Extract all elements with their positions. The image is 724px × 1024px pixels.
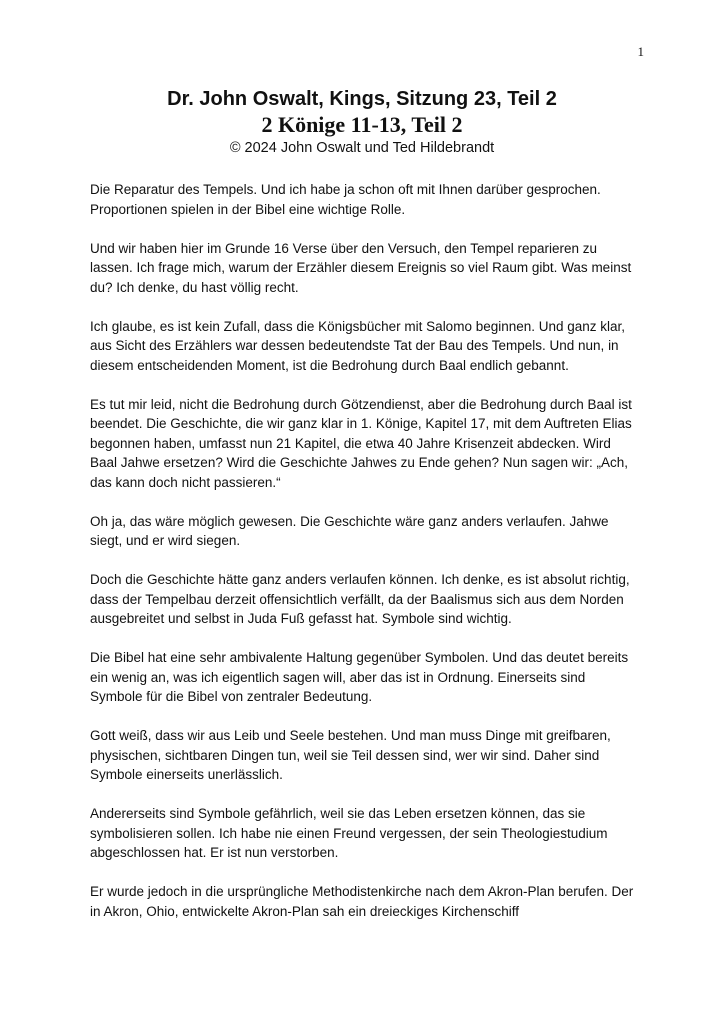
document-body [90, 180, 638, 941]
paragraph: Und wir haben hier im Grunde 16 Verse über den Versuch, den Tempel reparieren zu lassen. Ich frage mich, warum der Erzähler diesem Ereignis so viel Raum gibt. Was meinst du? Ich denke, du hast völlig recht. [90, 240, 632, 295]
document-header [0, 86, 724, 158]
paragraph: Andererseits sind Symbole gefährlich, weil sie das Leben ersetzen können, das sie symbolisieren sollen. Ich habe nie einen Freund vergessen, der sein Theologiestudium abgeschlossen hat. Er ist nun verstorben. [90, 806, 608, 860]
paragraph: Doch die Geschichte hätte ganz anders verlaufen können. Ich denke, es ist absolut richtig, dass der Tempelbau derzeit offensichtlich verfällt, da der Baalismus sich aus dem Norden ausgebreitet und selbst in Juda Fuß gefasst hat. Symbole sind wichtig. [90, 572, 630, 626]
paragraph: Gott weiß, dass wir aus Leib und Seele bestehen. Und man muss Dinge mit greifbaren, physischen, sichtbaren Dingen tun, weil sie Teil dessen sind, wer wir sind. Daher sind Symbole einerseits unerlässlich. [90, 728, 611, 782]
paragraph: Es tut mir leid, nicht die Bedrohung durch Götzendienst, aber die Bedrohung durch Baal ist beendet. Die Geschichte, die wir ganz klar in 1. Könige, Kapitel 17, mit dem Auftreten Elias begonnen haben, umfasst nun 21 Kapitel, die etwa 40 Jahre Krisenzeit abdecken. Wird Baal Jahwe ersetzen? Wird die Geschichte Jahwes zu Ende gehen? Nun sagen wir: „Ach, das kann doch nicht passieren.“ [90, 396, 632, 490]
paragraph: Er wurde jedoch in die ursprüngliche Methodistenkirche nach dem Akron-Plan berufen. Der in Akron, Ohio, entwickelte Akron-Plan sah ein dreieckiges Kirchenschiff [90, 884, 634, 919]
copyright-line: © 2024 John Oswalt und Ted Hildebrandt [229, 140, 495, 156]
document-subtitle: 2 Könige 11-13, Teil 2 [261, 112, 463, 137]
document-title: Dr. John Oswalt, Kings, Sitzung 23, Teil 2 [167, 88, 557, 110]
paragraph: Oh ja, das wäre möglich gewesen. Die Geschichte wäre ganz anders verlaufen. Jahwe siegt, und er wird siegen. [90, 513, 609, 548]
page-number: 1 [637, 44, 644, 59]
paragraph: Die Reparatur des Tempels. Und ich habe ja schon oft mit Ihnen darüber gesprochen. Proportionen spielen in der Bibel eine wichtige Rolle. [90, 182, 601, 217]
paragraph: Die Bibel hat eine sehr ambivalente Haltung gegenüber Symbolen. Und das deutet bereits ein wenig an, was ich eigentlich sagen will, aber das ist in Ordnung. Einerseits sind Symbole für die Bibel von zentraler Bedeutung. [90, 650, 629, 704]
paragraph: Ich glaube, es ist kein Zufall, dass die Königsbücher mit Salomo beginnen. Und ganz klar, aus Sicht des Erzählers war dessen bedeutendste Tat der Bau des Tempels. Und nun, in diesem entscheidenden Moment, ist die Bedrohung durch Baal endlich gebannt. [90, 318, 626, 373]
